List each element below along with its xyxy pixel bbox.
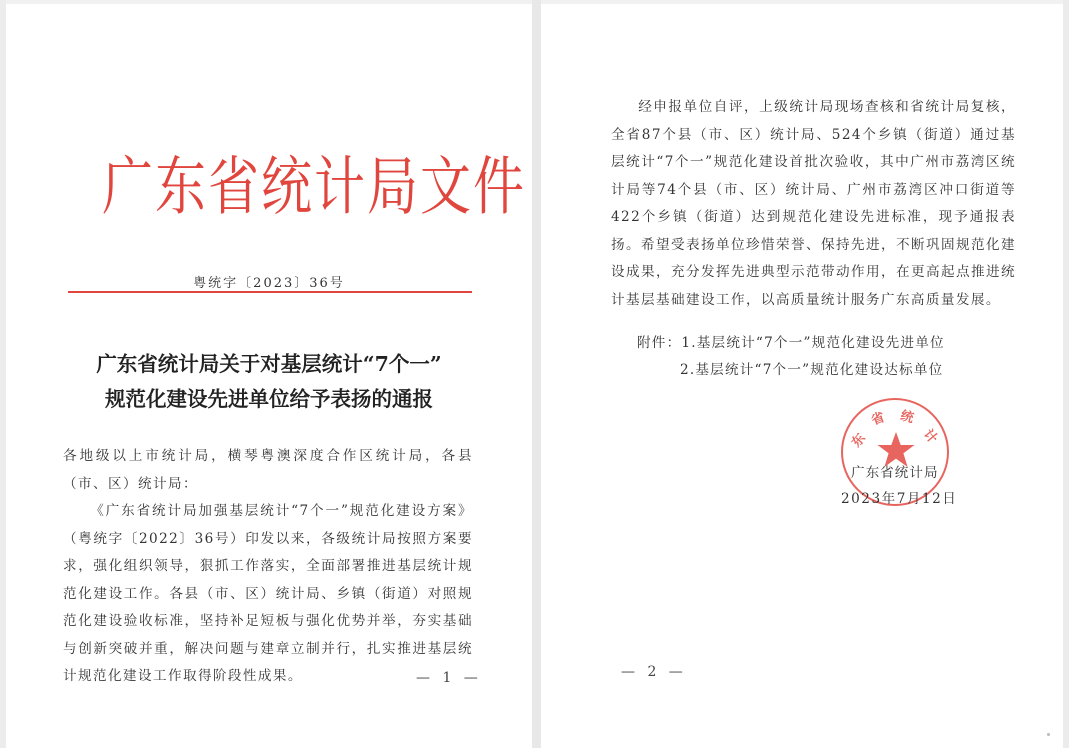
title-line-1: 广东省统计局关于对基层统计“7个一” [96,352,442,376]
attachments-list [637,330,945,384]
page-number: — 1 — [416,670,482,686]
document-page-2 [541,4,1063,748]
body-paragraph-2: 经申报单位自评，上级统计局现场查核和省统计局复核，全省87个县（市、区）统计局、524个乡镇（街道）通过基层统计“7个一”规范化建设首批次验收，其中广州市荔湾区统计局等74个县（市、区）统计局、广州市荔湾区冲口街道等422个乡镇（街道）达到规范化建设先进标准，现予通报表扬。希望受表扬单位珍惜荣誉、保持先进，不断巩固规范化建设成果，充分发挥先进典型示范带动作用，在更高起点推进统计基层基础建设工作，以高质量统计服务广东高质量发展。 [611,99,1016,308]
attachments-label: 附件： [637,335,682,351]
attachment-item [637,357,945,384]
seal-char: 统 [898,408,916,427]
document-page-1 [6,4,532,748]
document-number: 粤统字〔2023〕36号 [193,276,345,291]
title-line-2: 规范化建设先进单位给予表扬的通报 [105,387,433,411]
seal-char: 计 [920,426,940,447]
document-masthead: 广东省统计局文件 [102,151,527,225]
signature-organization: 广东省统计局 [851,465,939,481]
signature-date: 2023年7月12日 [841,491,958,507]
page-number: — 2 — [621,664,687,680]
page-gutter [532,0,541,748]
scan-edge-right [1063,0,1069,748]
seal-char: 省 [869,410,887,429]
attachment-item [637,330,945,357]
attachment-2: 2.基层统计“7个一”规范化建设达标单位 [680,362,944,378]
attachment-1: 1.基层统计“7个一”规范化建设先进单位 [681,335,945,351]
document-title [6,347,532,417]
body-paragraph-1: 《广东省统计局加强基层统计“7个一”规范化建设方案》（粤统字〔2022〕36号）印发以来，各级统计局按照方案要求，强化组织领导，狠抓工作落实，全面部署推进基层统计规范化建设工作。各县（市、区）统计局、乡镇（街道）对照规范化建设验收标准，坚持补足短板与强化优势并举，夯实基础与创新突破并重，解决问题与建章立制并行，扎实推进基层统计规范化建设工作取得阶段性成果。 [63,503,473,684]
red-divider-rule [68,291,472,293]
scan-artifact-dot [1047,733,1050,736]
salutation: 各地级以上市统计局，横琴粤澳深度合作区统计局，各县（市、区）统计局： [63,448,473,492]
seal-char: 东 [849,430,869,451]
